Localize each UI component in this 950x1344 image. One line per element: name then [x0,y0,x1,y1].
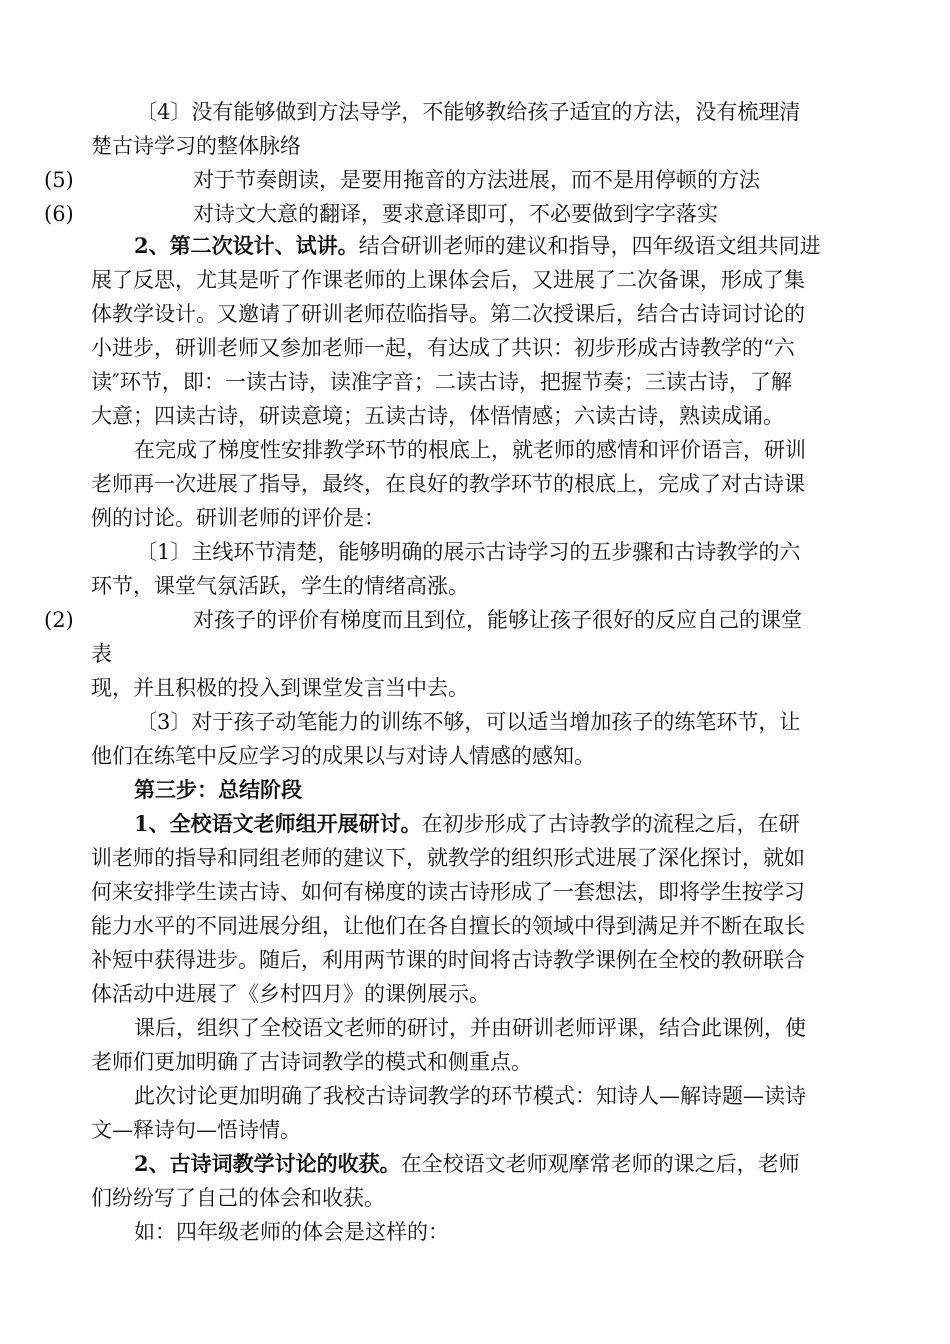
text-line [0,739,950,773]
paragraph-line: 如：四年级老师的体会是这样的： [134,1220,449,1244]
text-line [0,569,950,603]
paragraph-line: 体教学设计。又邀请了研训老师莅临指导。第二次授课后，结合古诗词讨论的 [91,302,805,326]
text-line [0,1079,950,1113]
paragraph-line: 能力水平的不同进展分组，让他们在各自擅长的领域中得到满足并不断在取长 [91,914,805,938]
text-line [0,229,950,263]
text-line [0,1215,950,1249]
paragraph-line: 课后，组织了全校语文老师的研讨，并由研训老师评课，结合此课例，使 [134,1016,806,1040]
list-number: (6) [44,202,74,226]
text-line [0,773,950,807]
paragraph-line: 例的讨论。研训老师的评价是： [91,506,385,530]
paragraph-line: 训老师的指导和同组老师的建议下，就教学的组织形式进展了深化探讨，就如 [91,846,805,870]
eval-item-2-cont: 现，并且积极的投入到课堂发言当中去。 [91,676,469,700]
section-heading-bold: 2、第二次设计、试讲。 [134,233,359,258]
text-line [0,841,950,875]
text-line [0,943,950,977]
paragraph-line: 读″环节，即：一读古诗，读准字音；二读古诗，把握节奏；三读古诗，了解 [91,370,792,394]
text-line [0,501,950,535]
eval-item-2: 对孩子的评价有梯度而且到位，能够让孩子很好的反应自己的课堂 [193,608,802,632]
section-heading [134,1147,800,1181]
text-line [0,433,950,467]
eval-item-2-cont: 表 [91,642,112,666]
list-number: (2) [44,608,74,632]
paragraph-line: 在完成了梯度性安排教学环节的根底上，就老师的感情和评价语言，研训 [134,438,806,462]
paragraph-line: 老师们更加明确了古诗词教学的模式和侧重点。 [91,1050,532,1074]
paragraph-line: 展了反思，尤其是听了作课老师的上课体会后，又进展了二次备课，形成了集 [91,268,805,292]
text-line [0,1181,950,1215]
paragraph-line: 小进步，研训老师又参加老师一起，有达成了共识：初步形成古诗教学的“六 [91,336,795,360]
section-text: 结合研训老师的建议和指导，四年级语文组共同进 [358,234,821,258]
text-line [0,807,950,841]
eval-item-1-cont: 环节，课堂气氛活跃，学生的情绪高涨。 [91,574,469,598]
text-line [0,399,950,433]
text-line [0,977,950,1011]
text-line [0,331,950,365]
paragraph-line: 大意；四读古诗，研读意境；五读古诗，体悟情感；六读古诗，熟读成诵。 [91,404,784,428]
paragraph-line: 补短中获得进步。随后，利用两节课的时间将古诗教学课例在全校的教研联合 [91,948,805,972]
list-item-5: 对于节奏朗读，是要用拖音的方法进展，而不是用停顿的方法 [193,168,760,192]
section-text: 在初步形成了古诗教学的流程之后，在研 [421,812,800,836]
text-line [0,603,950,637]
list-item-6: 对诗文大意的翻译，要求意译即可，不必要做到字字落实 [193,202,718,226]
text-line [0,705,950,739]
text-line [0,535,950,569]
text-line [0,197,950,231]
text-line [0,365,950,399]
text-line [0,909,950,943]
paragraph-line: 体活动中进展了《乡村四月》的课例展示。 [91,982,490,1006]
eval-item-3-cont: 他们在练笔中反应学习的成果以与对诗人情感的感知。 [91,744,595,768]
text-line [0,95,950,129]
text-line [0,129,950,163]
text-line [0,875,950,909]
section-text: 在全校语文老师观摩常老师的课之后，老师 [400,1152,800,1176]
eval-item-1: 〔1〕主线环节清楚，能够明确的展示古诗学习的五步骤和古诗教学的六 [136,540,801,564]
text-line [0,467,950,501]
text-line [0,263,950,297]
text-line [0,1113,950,1147]
list-number: (5) [44,168,74,192]
list-item-4: 〔4〕没有能够做到方法导学，不能够教给孩子适宜的方法，没有梳理清 [136,100,801,124]
section-heading [134,229,821,263]
eval-item-3: 〔3〕对于孩子动笔能力的训练不够，可以适当增加孩子的练笔环节，让 [136,710,801,734]
paragraph-line: 何来安排学生读古诗、如何有梯度的读古诗形成了一套想法，即将学生按学习 [91,880,805,904]
section-heading-bold: 1、全校语文老师组开展研讨。 [134,811,422,836]
text-line [0,637,950,671]
paragraph-line: 此次讨论更加明确了我校古诗词教学的环节模式：知诗人—解诗题—读诗 [134,1084,806,1108]
text-line [0,163,950,197]
text-line [0,1045,950,1079]
text-line [0,671,950,705]
text-line [0,297,950,331]
step-heading: 第三步：总结阶段 [134,777,302,802]
text-line [0,1011,950,1045]
list-item-4-cont: 楚古诗学习的整体脉络 [91,134,301,158]
paragraph-line: 们纷纷写了自己的体会和收获。 [91,1186,385,1210]
paragraph-line: 文—释诗句—悟诗情。 [91,1118,301,1142]
paragraph-line: 老师再一次进展了指导，最终，在良好的教学环节的根底上，完成了对古诗课 [91,472,805,496]
text-line [0,1147,950,1181]
section-heading [134,807,800,841]
section-heading-bold: 2、古诗词教学讨论的收获。 [134,1151,401,1176]
